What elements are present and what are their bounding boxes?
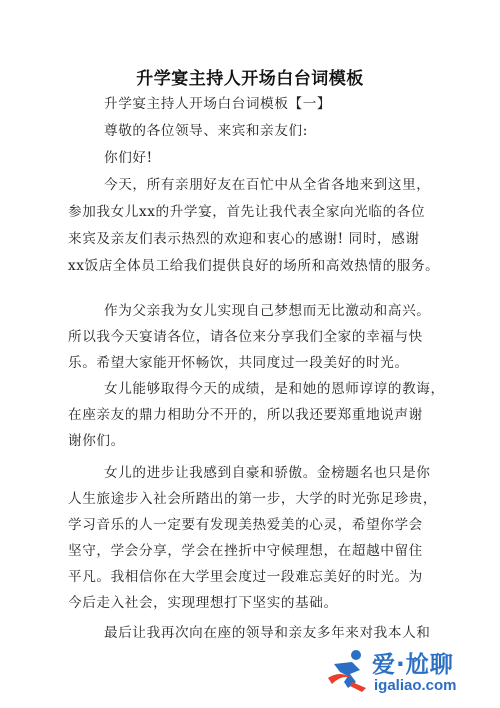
paragraph-line: 谢你们。 (68, 433, 125, 449)
site-watermark (326, 644, 488, 700)
paragraph-line: 今后走入社会，实现理想打下坚实的基础。 (68, 595, 338, 611)
paragraph-line: 平凡。我相信你在大学里会度过一段难忘美好的时光。为 (68, 569, 423, 585)
paragraph-line: 乐。希望大家能开怀畅饮，共同度过一段美好的时光。 (68, 355, 409, 371)
paragraph-line: 人生旅途步入社会所踏出的第一步，大学的时光弥足珍贵， (68, 491, 438, 507)
greeting-line: 你们好! (104, 150, 153, 166)
paragraph-line: 女儿的进步让我感到自豪和骄傲。金榜题名也只是你 (104, 465, 431, 481)
greeting-line: 尊敬的各位领导、来宾和亲友们: (104, 123, 308, 139)
watermark-url: igaliao.com (374, 677, 457, 694)
paragraph-line: 参加我女儿xx的升学宴，首先让我代表全家向光临的各位 (68, 204, 426, 220)
paragraph-line: 在座亲友的鼎力相助分不开的，所以我还要郑重地说声谢 (68, 407, 423, 423)
paragraph-line: 学习音乐的人一定要有发现美热爱美的心灵，希望你学会 (68, 517, 423, 533)
paragraph-line: 坚守，学会分享，学会在挫折中守候理想，在超越中留住 (68, 543, 423, 559)
document-title: 升学宴主持人开场白台词模板 (136, 69, 364, 89)
runner-icon (326, 648, 370, 694)
paragraph-line: 女儿能够取得今天的成绩，是和她的恩师谆谆的教诲， (104, 381, 445, 397)
paragraph-line: 来宾及亲友们表示热烈的欢迎和衷心的感谢! 同时，感谢 (68, 231, 420, 247)
watermark-brand: 爱·尬聊 (372, 652, 454, 678)
paragraph-line: 最后让我再次向在座的领导和亲友多年来对我本人和 (104, 625, 431, 641)
paragraph-line: 所以我今天宴请各位，请各位来分享我们全家的幸福与快 (68, 329, 423, 345)
paragraph-line: 作为父亲我为女儿实现自己梦想而无比激动和高兴。 (104, 303, 431, 319)
subtitle-line: 升学宴主持人开场白台词模板【一】 (104, 96, 332, 112)
paragraph-line: 今天，所有亲朋好友在百忙中从全省各地来到这里， (104, 177, 431, 193)
paragraph-line: xx饭店全体员工给我们提供良好的场所和高效热情的服务。 (68, 258, 440, 274)
